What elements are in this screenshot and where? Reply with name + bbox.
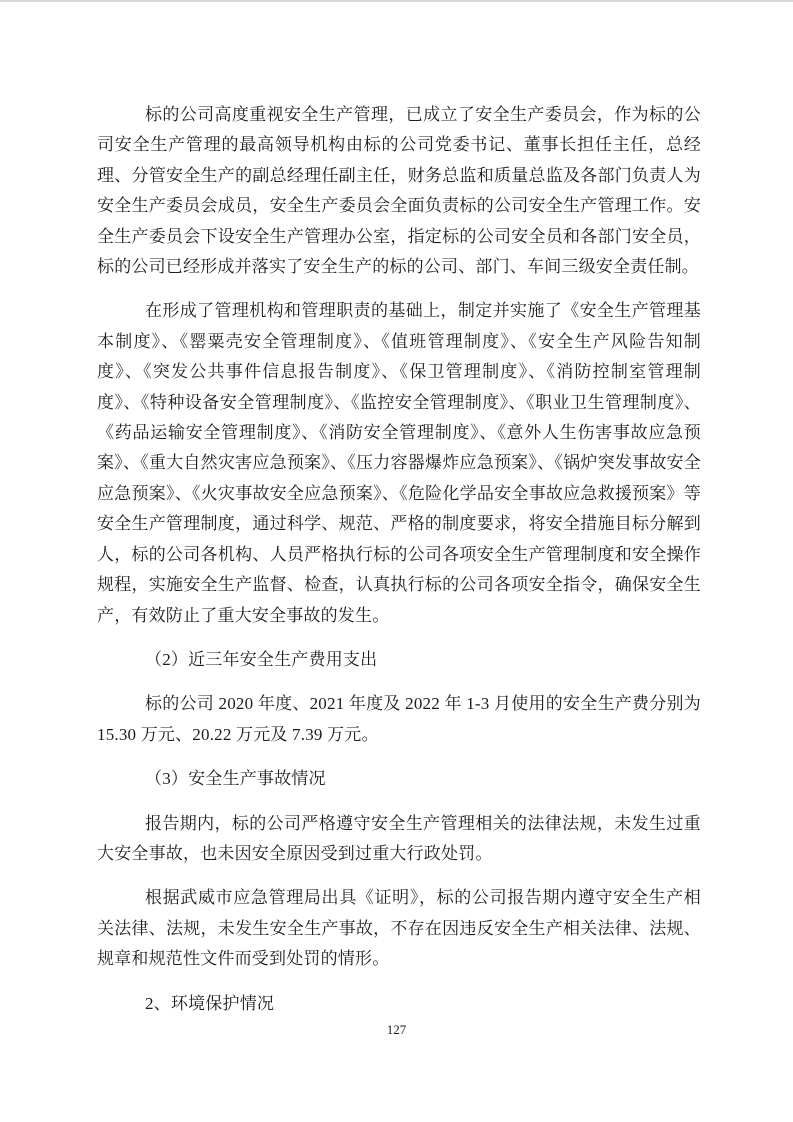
- paragraph-emergency-bureau-certificate: 根据武威市应急管理局出具《证明》，标的公司报告期内遵守安全生产相关法律、法规，未发生安全生产事故，不存在因违反安全生产相关法律、法规、规章和规范性文件而受到处罚的情形。: [97, 888, 701, 969]
- heading-environmental-protection: 2、环境保护情况: [145, 993, 275, 1013]
- heading-safety-expense: （2）近三年安全生产费用支出: [145, 649, 378, 669]
- paragraph-safety-committee: 标的公司高度重视安全生产管理，已成立了安全生产委员会，作为标的公司安全生产管理的最高领导机构由标的公司党委书记、董事长担任主任，总经理、分管安全生产的副总经理任副主任，财务总监和质量总监及各部门负责人为安全生产委员会成员，安全生产委员会全面负责标的公司安全生产管理工作。安全生产委员会下设安全生产管理办公室，指定标的公司安全员和各部门安全员，标的公司已经形成并落实了安全生产的标的公司、部门、车间三级安全责任制。: [97, 105, 701, 277]
- page-top-edge: [0, 0, 793, 2]
- paragraph-accident-record: 报告期内，标的公司严格遵守安全生产管理相关的法律法规，未发生过重大安全事故，也未因安全原因受到过重大行政处罚。: [97, 813, 701, 863]
- page-content: [97, 100, 701, 1033]
- page-number: 127: [386, 1022, 407, 1037]
- paragraph-safety-expense-amounts: 标的公司 2020 年度、2021 年度及 2022 年 1-3 月使用的安全生产费分别为 15.30 万元、20.22 万元及 7.39 万元。: [97, 694, 701, 744]
- paragraph-safety-management-systems: 在形成了管理机构和管理职责的基础上，制定并实施了《安全生产管理基本制度》、《罂粟壳安全管理制度》、《值班管理制度》、《安全生产风险告知制度》、《突发公共事件信息报告制度》、《保卫管理制度》、《消防控制室管理制度》、《特种设备安全管理制度》、《监控安全管理制度》、《职业卫生管理制度》、《药品运输安全管理制度》、《消防安全管理制度》、《意外人生伤害事故应急预案》、《重大自然灾害应急预案》、《压力容器爆炸应急预案》、《锅炉突发事故安全应急预案》、《火灾事故安全应急预案》、《危险化学品安全事故应急救援预案》等安全生产管理制度，通过科学、规范、严格的制度要求，将安全措施目标分解到人，标的公司各机构、人员严格执行标的公司各项安全生产管理制度和安全操作规程，实施安全生产监督、检查，认真执行标的公司各项安全指令，确保安全生产，有效防止了重大安全事故的发生。: [97, 301, 701, 625]
- heading-safety-accidents: （3）安全生产事故情况: [145, 769, 326, 789]
